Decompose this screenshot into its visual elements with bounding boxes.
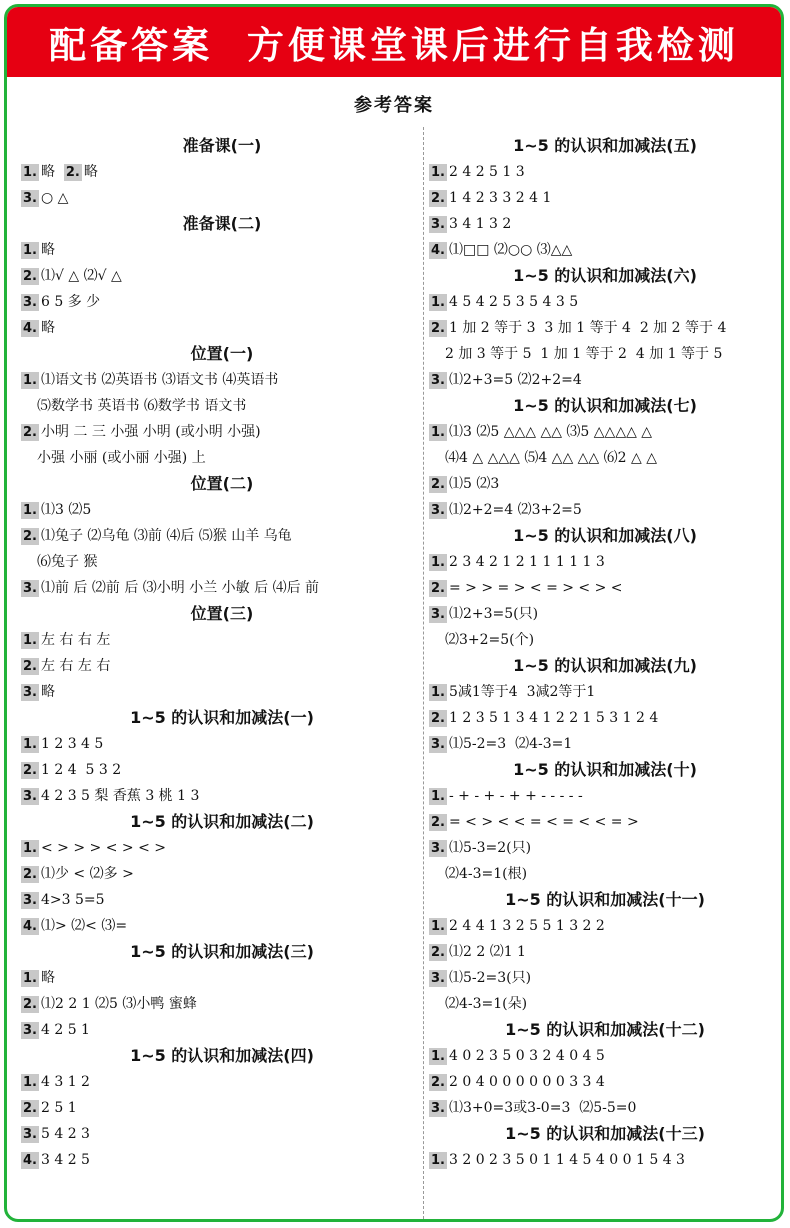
question-number: 1. (431, 1049, 445, 1064)
answer-text: ⑴2+3=5(只) (448, 606, 539, 622)
answer-line (429, 497, 781, 523)
answer-line (429, 835, 781, 861)
answer-text: ⑴5-2=3 ⑵4-3=1 (448, 736, 573, 752)
answer-text: ⑴少 < ⑵多 > (40, 866, 134, 882)
answer-line (21, 445, 423, 471)
answer-line (429, 627, 781, 653)
question-number: 1. (431, 685, 445, 700)
answer-text: 略 (40, 970, 55, 986)
answer-line (429, 549, 781, 575)
answer-line (21, 263, 423, 289)
answer-line (429, 419, 781, 445)
question-number: 3. (431, 971, 445, 986)
answer-text: ⑷4 △ △△△ ⑸4 △△ △△ ⑹2 △ △ (445, 450, 657, 466)
question-number: 1. (23, 373, 37, 388)
question-number: 4. (431, 243, 445, 258)
section-title: 1~5 的认识和加减法(九) (513, 656, 697, 675)
answer-text: 5减1等于4 3减2等于1 (448, 684, 596, 700)
question-number: 2. (431, 321, 445, 336)
answer-line (21, 1095, 423, 1121)
answer-line (21, 159, 423, 185)
question-number: 1. (23, 165, 37, 180)
answer-line (21, 731, 423, 757)
section-title: 准备课(一) (182, 136, 262, 155)
section-title: 1~5 的认识和加减法(八) (513, 526, 697, 545)
answer-text: 略 (40, 684, 55, 700)
answer-text: 1 2 4 5 3 2 (40, 762, 122, 778)
question-number: 2. (23, 763, 37, 778)
answer-text: ⑵4-3=1(朵) (445, 996, 528, 1012)
question-number: 1. (23, 1075, 37, 1090)
answer-line (429, 1095, 781, 1121)
answer-line (429, 991, 781, 1017)
answer-line (21, 1017, 423, 1043)
section-title: 1~5 的认识和加减法(十一) (505, 890, 705, 909)
answer-line (21, 237, 423, 263)
section-title: 1~5 的认识和加减法(七) (513, 396, 697, 415)
question-number: 3. (431, 373, 445, 388)
answer-text: 略 (83, 164, 98, 180)
answer-text: ⑴√ △ ⑵√ △ (40, 268, 122, 284)
question-number: 2. (23, 659, 37, 674)
answer-line (429, 809, 781, 835)
question-number: 2. (431, 945, 445, 960)
section-title: 准备课(二) (182, 214, 262, 233)
answer-line (429, 1043, 781, 1069)
answer-line (429, 471, 781, 497)
answer-line (21, 289, 423, 315)
question-number: 2. (23, 867, 37, 882)
answer-line (21, 549, 423, 575)
answer-text: 4>3 5=5 (40, 892, 105, 908)
answer-line (429, 679, 781, 705)
answer-line (21, 835, 423, 861)
question-number: 3. (23, 191, 37, 206)
answer-text: 1 2 3 5 1 3 4 1 2 2 1 5 3 1 2 4 (448, 710, 659, 726)
answer-line (429, 939, 781, 965)
question-number: 1. (23, 503, 37, 518)
answer-line (21, 679, 423, 705)
answer-line (429, 1069, 781, 1095)
question-number: 3. (431, 737, 445, 752)
answer-line (21, 367, 423, 393)
answer-line (429, 159, 781, 185)
question-number: 3. (23, 295, 37, 310)
question-number: 1. (431, 919, 445, 934)
question-number: 3. (431, 607, 445, 622)
answer-line (429, 367, 781, 393)
question-number: 3. (431, 1101, 445, 1116)
question-number: 3. (23, 1023, 37, 1038)
question-number: 2. (23, 269, 37, 284)
question-number: 2. (431, 711, 445, 726)
answer-text: 2 0 4 0 0 0 0 0 0 3 3 4 (448, 1074, 605, 1090)
answer-text: ⑴> ⑵< ⑶= (40, 918, 128, 934)
answer-text: 小强 小丽 (或小丽 小强) 上 (37, 450, 206, 466)
answer-line (429, 731, 781, 757)
question-number: 1. (23, 737, 37, 752)
question-number: 1. (23, 971, 37, 986)
answer-text: ⑴5 ⑵3 (448, 476, 500, 492)
answer-line (21, 315, 423, 341)
answer-line (21, 1121, 423, 1147)
question-number: 1. (23, 243, 37, 258)
answer-text: ⑴2 2 1 ⑵5 ⑶小鸭 蜜蜂 (40, 996, 197, 1012)
section-title: 1~5 的认识和加减法(十三) (505, 1124, 705, 1143)
section-title: 位置(一) (190, 344, 254, 363)
section-title: 1~5 的认识和加减法(二) (130, 812, 314, 831)
answer-text: ⑵4-3=1(根) (445, 866, 528, 882)
answer-text: 左 右 左 右 (40, 658, 111, 674)
answer-line (429, 575, 781, 601)
answer-line (21, 991, 423, 1017)
answer-text: ⑸数学书 英语书 ⑹数学书 语文书 (37, 398, 247, 414)
answer-text: ⑴语文书 ⑵英语书 ⑶语文书 ⑷英语书 (40, 372, 279, 388)
question-number: 2. (65, 165, 80, 180)
answer-text: 1 加 2 等于 3 3 加 1 等于 4 2 加 2 等于 4 (448, 320, 727, 336)
question-number: 2. (431, 477, 445, 492)
answer-line (21, 757, 423, 783)
answer-line (429, 315, 781, 341)
answer-line (21, 913, 423, 939)
question-number: 2. (431, 1075, 445, 1090)
question-number: 4. (23, 1153, 37, 1168)
answer-line (21, 393, 423, 419)
question-number: 3. (431, 503, 445, 518)
answer-text: 2 4 4 1 3 2 5 5 1 3 2 2 (448, 918, 605, 934)
question-number: 3. (23, 789, 37, 804)
answer-line (21, 965, 423, 991)
answer-text: ⑵3+2=5(个) (445, 632, 535, 648)
answer-text: 4 2 5 1 (40, 1022, 90, 1038)
answer-line (429, 913, 781, 939)
answer-text: 略 (40, 242, 55, 258)
question-number: 1. (431, 295, 445, 310)
question-number: 2. (23, 997, 37, 1012)
question-number: 2. (23, 425, 37, 440)
answer-text: ○ △ (40, 190, 69, 206)
answer-line (21, 419, 423, 445)
answer-text: 2 加 3 等于 5 1 加 1 等于 2 4 加 1 等于 5 (445, 346, 723, 362)
answer-text: 2 4 2 5 1 3 (448, 164, 525, 180)
section-title: 位置(三) (190, 604, 254, 623)
question-number: 1. (23, 633, 37, 648)
answer-line (21, 783, 423, 809)
question-number: 3. (23, 1127, 37, 1142)
section-title: 位置(二) (190, 474, 254, 493)
question-number: 2. (431, 815, 445, 830)
question-number: 3. (23, 893, 37, 908)
answer-line (429, 783, 781, 809)
answer-text: ⑴3+0=3或3-0=3 ⑵5-5=0 (448, 1100, 637, 1116)
answer-text: 4 5 4 2 5 3 5 4 3 5 (448, 294, 579, 310)
question-number: 2. (431, 191, 445, 206)
answer-text: 4 0 2 3 5 0 3 2 4 0 4 5 (448, 1048, 605, 1064)
answer-text: ⑴□□ ⑵○○ ⑶△△ (448, 242, 573, 258)
question-number: 3. (431, 841, 445, 856)
answer-text: 4 3 1 2 (40, 1074, 90, 1090)
question-number: 1. (431, 1153, 445, 1168)
answer-line (429, 705, 781, 731)
question-number: 1. (431, 789, 445, 804)
question-number: 2. (23, 529, 37, 544)
answer-line (21, 861, 423, 887)
answer-text: 5 4 2 3 (40, 1126, 90, 1142)
answer-line (429, 445, 781, 471)
question-number: 1. (23, 841, 37, 856)
banner-right: 方便课堂课后进行自我检测 (246, 24, 739, 67)
section-title: 1~5 的认识和加减法(六) (513, 266, 697, 285)
answer-line (429, 601, 781, 627)
banner (7, 7, 781, 77)
right-column (429, 133, 781, 1173)
banner-left: 配备答案 (49, 24, 214, 67)
answer-text: = > > = > < = > < > < (448, 580, 623, 596)
answer-line (21, 1069, 423, 1095)
answer-text: 略 (40, 164, 64, 180)
answer-line (21, 653, 423, 679)
answer-text: 2 3 4 2 1 2 1 1 1 1 1 3 (448, 554, 605, 570)
left-column (21, 133, 423, 1173)
answer-text: ⑹兔子 猴 (37, 554, 98, 570)
answer-line (21, 627, 423, 653)
answer-line (21, 575, 423, 601)
answer-line (21, 1147, 423, 1173)
answer-text: ⑴前 后 ⑵前 后 ⑶小明 小兰 小敏 后 ⑷后 前 (40, 580, 320, 596)
answer-text: - + - + - + + - - - - - (448, 788, 583, 804)
answer-line (21, 497, 423, 523)
answer-text: 略 (40, 320, 55, 336)
question-number: 1. (431, 165, 445, 180)
answer-line (429, 211, 781, 237)
section-title: 1~5 的认识和加减法(四) (130, 1046, 314, 1065)
answer-line (21, 887, 423, 913)
answer-page (4, 4, 784, 1222)
answer-line (429, 289, 781, 315)
answer-text: 3 4 2 5 (40, 1152, 90, 1168)
answer-text: 6 5 多 少 (40, 294, 101, 310)
answer-text: ⑴3 ⑵5 △△△ △△ ⑶5 △△△△ △ (448, 424, 653, 440)
answer-text: = < > < < = < = < < = > (448, 814, 639, 830)
answer-text: ⑴2+3=5 ⑵2+2=4 (448, 372, 582, 388)
question-number: 4. (23, 919, 37, 934)
question-number: 1. (431, 555, 445, 570)
answer-line (21, 185, 423, 211)
question-number: 4. (23, 321, 37, 336)
section-title: 1~5 的认识和加减法(十) (513, 760, 697, 779)
answer-text: 1 2 3 4 5 (40, 736, 104, 752)
answer-text: 1 4 2 3 3 2 4 1 (448, 190, 552, 206)
answer-line (21, 523, 423, 549)
question-number: 3. (23, 581, 37, 596)
answer-text: ⑴5-3=2(只) (448, 840, 532, 856)
answer-line (429, 237, 781, 263)
question-number: 3. (431, 217, 445, 232)
question-number: 2. (23, 1101, 37, 1116)
page-title: 参考答案 (354, 95, 434, 116)
answer-text: 左 右 右 左 (40, 632, 111, 648)
question-number: 1. (431, 425, 445, 440)
column-divider (423, 127, 424, 1219)
section-title: 1~5 的认识和加减法(五) (513, 136, 697, 155)
answer-text: < > > > < > < > (40, 840, 166, 856)
section-title: 1~5 的认识和加减法(一) (130, 708, 314, 727)
answer-text: ⑴5-2=3(只) (448, 970, 532, 986)
answer-line (429, 861, 781, 887)
answer-text: 小明 二 三 小强 小明 (或小明 小强) (40, 424, 261, 440)
answer-line (429, 341, 781, 367)
section-title: 1~5 的认识和加减法(三) (130, 942, 314, 961)
answer-line (429, 1147, 781, 1173)
answer-text: ⑴2+2=4 ⑵3+2=5 (448, 502, 582, 518)
section-title: 1~5 的认识和加减法(十二) (505, 1020, 705, 1039)
answer-text: ⑴3 ⑵5 (40, 502, 92, 518)
answer-text: ⑴兔子 ⑵乌龟 ⑶前 ⑷后 ⑸猴 山羊 乌龟 (40, 528, 292, 544)
answer-text: 4 2 3 5 梨 香蕉 3 桃 1 3 (40, 788, 200, 804)
answer-text: ⑴2 2 ⑵1 1 (448, 944, 526, 960)
answer-text: 3 4 1 3 2 (448, 216, 512, 232)
answer-text: 2 5 1 (40, 1100, 77, 1116)
answer-text: 3 2 0 2 3 5 0 1 1 4 5 4 0 0 1 5 4 3 (448, 1152, 685, 1168)
answer-line (429, 965, 781, 991)
answer-line (429, 185, 781, 211)
question-number: 3. (23, 685, 37, 700)
question-number: 2. (431, 581, 445, 596)
